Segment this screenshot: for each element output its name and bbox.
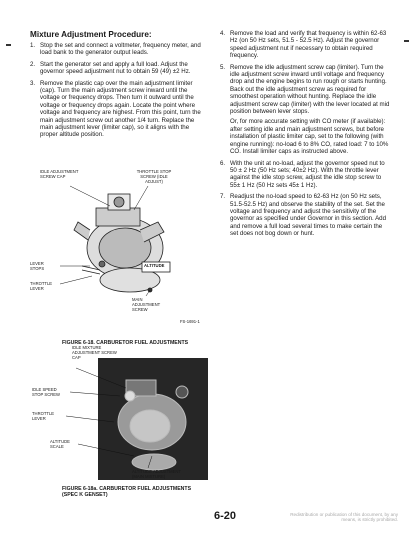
label-altitude: ALTITUDE [144,263,165,268]
label-altitude-adjustment: ALTITUDE ADJUSTMENT (MAIN MIXTURE) [132,469,181,479]
step-item [220,30,390,60]
step-item [220,64,390,156]
step-text: Readjust the no-load speed to 62-63 Hz (on 50 Hz sets, 51.5-52.5 Hz) and observe the stability of the set. Set the voltage and frequency and adjust the sensitivity of the governor as specified under Governor in this section. Add and remove a full load several times to make certain the set does not bog down or hunt. [230,193,386,238]
step-item [30,80,208,139]
step-text: Remove the load and verify that frequency is within 62-63 Hz (on 50 Hz sets, 51.5 - 52.5 Hz). Adjust the governor speed adjustment nut if necessary to obtain required frequency. [230,30,387,60]
figure-caption: FIGURE 6-18a. CARBURETOR FUEL ADJUSTMENTS (SPEC K GENSET) [62,486,192,498]
step-number: 3. [30,79,36,87]
step-text: Stop the set and connect a voltmeter, frequency meter, and load bank to the generator output leads. [40,42,201,57]
step-number: 5. [220,63,226,71]
step-item [30,42,208,57]
step-number: 2. [30,60,36,68]
page-number: 6-20 [214,510,237,522]
step-body [230,64,390,156]
carburetor-illustration [30,170,210,340]
right-step-list [220,30,390,238]
margin-mark [404,40,409,42]
left-step-list [30,42,208,139]
figure-ref: FS-1691-1 [180,319,200,324]
step-number: 4. [220,30,226,37]
label-idle-speed: IDLE SPEED STOP SCREW [32,387,60,397]
footer-notice: Redistribution or publication of this document, by any means, is strictly prohibited. [290,512,398,523]
label-throttle-stop: THROTTLE STOP SCREW (IDLE ADJUST) [136,169,172,184]
step-number: 1. [30,42,36,49]
label-throttle-lever: THROTTLE LEVER [30,281,53,291]
figure-carburetor-1 [30,170,210,340]
label-lever-stops: LEVER STOPS [30,261,45,271]
section-heading: Mixture Adjustment Procedure: [30,30,152,39]
step-item [220,193,390,237]
label-idle-mixture: IDLE MIXTURE ADJUSTMENT SCREW CAP [72,345,117,360]
step-number: 7. [220,193,226,201]
label-throttle-lever: THROTTLE LEVER [32,411,55,421]
step-text: Remove the idle adjustment screw cap (limiter). Turn the idle adjustment screw inward until voltage and frequency drop and the engine begins to run rough or starts hunting. Back out the idle adjustment screw as required for smoothest operation without hunting. Replace the idle adjustment screw cap (limiter) with the lever located at mid position between lever stops. [230,63,390,116]
left-column [30,30,208,143]
step-text: With the unit at no-load, adjust the governor speed nut to 50 ± 2 Hz (50 Hz sets; 40±2 Hz). With the throttle lever against the idle stop screw, adjust the idle stop screw to 55± 1 Hz (50 Hz sets 45± 1 Hz). [230,159,385,189]
label-main-screw: MAIN ADJUSTMENT SCREW [132,297,161,312]
figure-carburetor-2 [30,345,210,482]
step-item [220,160,390,190]
step-item [30,61,208,76]
right-column [220,30,390,242]
figure-caption: FIGURE 6-18. CARBURETOR FUEL ADJUSTMENTS [62,340,189,346]
label-altitude-scale: ALTITUDE SCALE [50,439,70,449]
margin-mark [6,44,11,46]
step-number: 6. [220,159,226,167]
label-idle-screw: IDLE ADJUSTMENT SCREW CAP [40,169,79,179]
step-text: Start the generator set and apply a full load. Adjust the governor speed adjustment nut to obtain 59 (49) ±2 Hz. [40,60,191,76]
step-text: Remove the plastic cap over the main adjustment limiter (cap). Turn the main adjustment screw inward until the voltage or frequency drops. Then turn it outward until the voltage or frequency drops again. Locate the point where voltage and frequency are highest. From this point, turn the main adjustment screw out another 1/4 turn. Replace the main adjustment lever (limiter cap), so it aligns with the proper altitude position. [40,79,201,139]
step-note: Or, for more accurate setting with CO meter (if available): after setting idle and main adjustment screws, but before installation of plastic limiter cap, set to the following (with engine running): no-load 6 to 8% CO, rated load: 7 to 10% CO. Install limiter caps as instructed above. [230,118,389,156]
